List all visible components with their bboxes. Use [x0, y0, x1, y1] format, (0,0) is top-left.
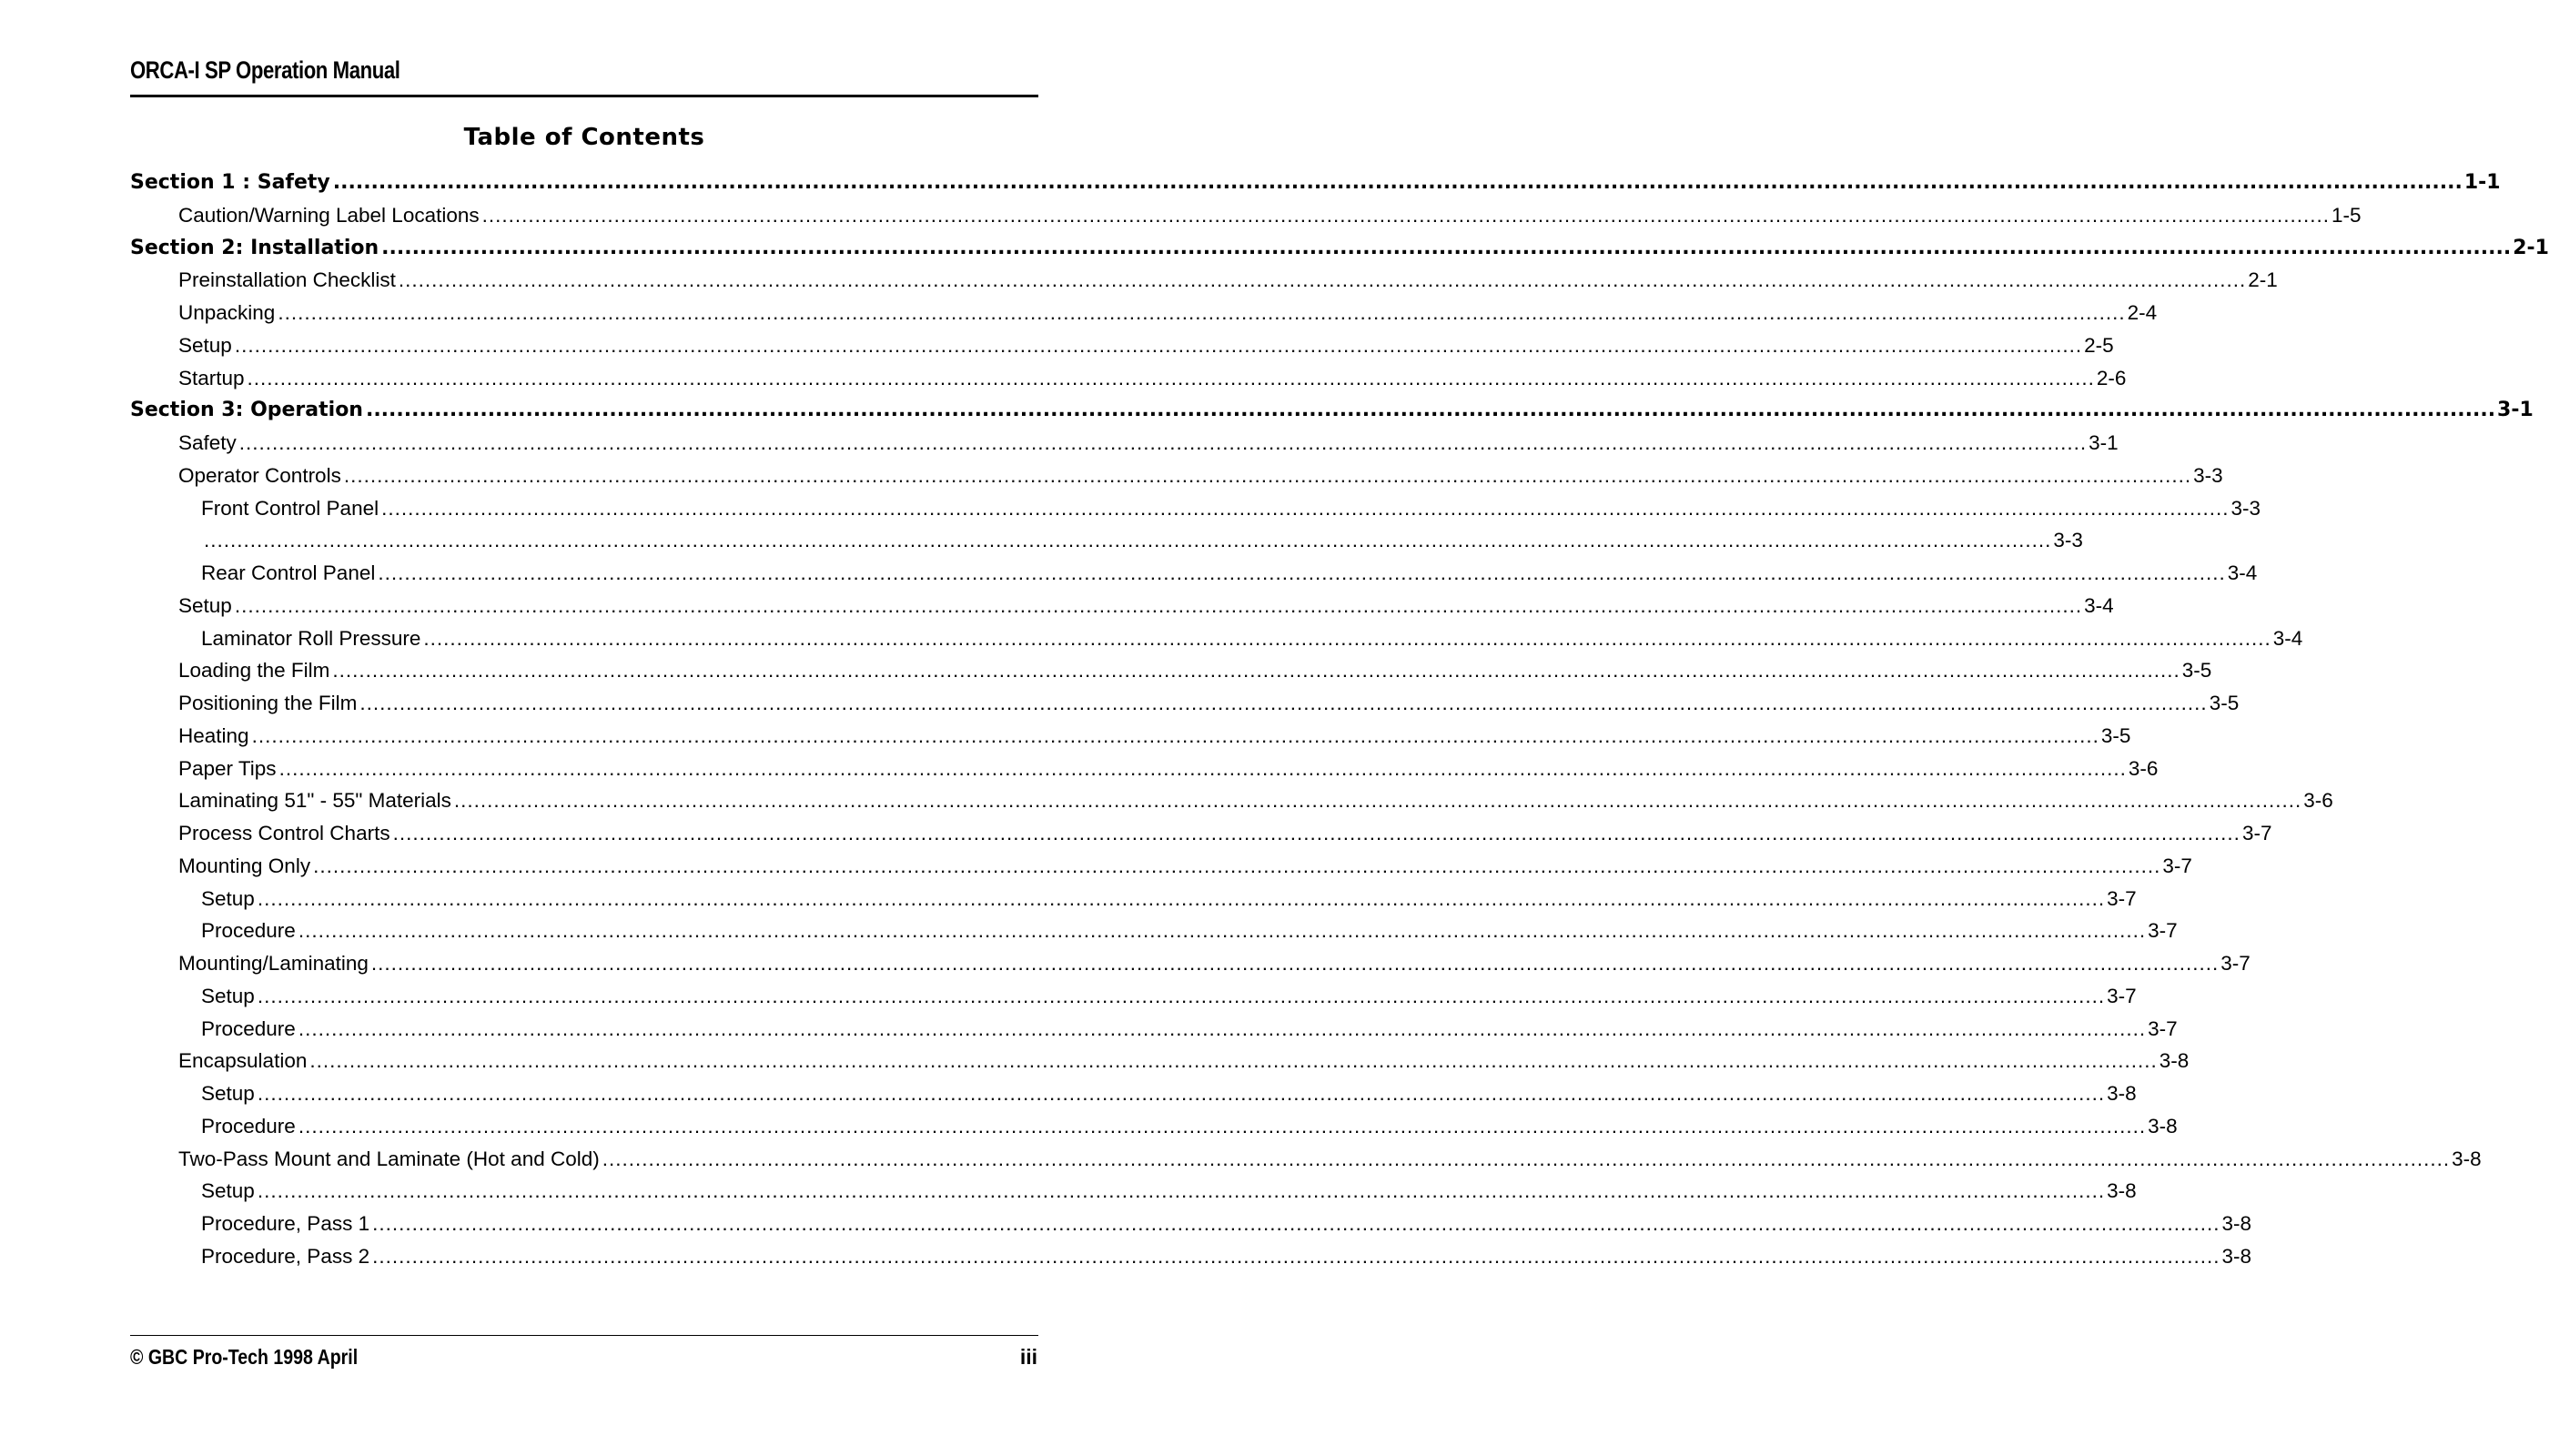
toc-page-number: 3-7: [2162, 854, 2192, 877]
toc-leader-dots: ........................................................................................................................................................................................................................................................................................: [257, 984, 2106, 1007]
toc-leader-dots: ........................................................................................................................................................................................................................................................................................: [481, 203, 2330, 227]
toc-entry: [201, 886, 2137, 916]
toc-leader-dots: ........................................................................................................................................................................................................................................................................................: [313, 854, 2161, 877]
toc-leader-dots: ........................................................................................................................................................................................................................................................................................: [398, 268, 2247, 292]
toc-leader-dots: ........................................................................................................................................................................................................................................................................................: [238, 431, 2088, 454]
toc-entry-title: Process Control Charts: [178, 822, 390, 844]
toc-section-entry: [130, 171, 2501, 200]
toc-leader-dots: ........................................................................................................................................................................................................................................................................................: [257, 886, 2106, 910]
toc-leader-dots: ........................................................................................................................................................................................................................................................................................: [453, 789, 2302, 813]
toc-leader-dots: ........................................................................................................................................................................................................................................................................................: [365, 399, 2496, 422]
toc-page-number: 3-8: [2107, 1082, 2137, 1105]
toc-entry: [201, 561, 2258, 591]
footer-rule: [130, 1335, 1038, 1336]
toc-page-number: 2-5: [2084, 333, 2114, 357]
toc-leader-dots: ........................................................................................................................................................................................................................................................................................: [343, 463, 2192, 487]
toc-entry-title: Front Control Panel: [201, 496, 379, 520]
toc-page-number: 3-5: [2181, 659, 2212, 682]
toc-section-entry: [130, 236, 2549, 266]
toc-entry: [178, 1049, 2190, 1078]
toc-entry: [178, 203, 2362, 233]
toc-entry: [201, 496, 2261, 526]
toc-entry: [201, 919, 2178, 948]
toc-entry: [201, 1114, 2178, 1144]
toc-entry: [201, 1244, 2251, 1274]
toc-page-number: 3-7: [2241, 822, 2272, 844]
toc-entry: [201, 1082, 2137, 1111]
toc-leader-dots: ........................................................................................................................................................................................................................................................................................: [234, 593, 2083, 617]
toc-entry-title: Preinstallation Checklist: [178, 268, 396, 292]
toc-entry-title: Startup: [178, 366, 245, 389]
toc-page-number: 2-1: [2513, 236, 2549, 259]
toc-entry: [178, 789, 2333, 818]
toc-entry-title: Unpacking: [178, 301, 276, 324]
toc-entry-title: Procedure: [201, 1114, 296, 1138]
toc-entry-title: Two-Pass Mount and Laminate (Hot and Cold): [178, 1147, 600, 1170]
toc-entry: [178, 268, 2278, 298]
toc-leader-dots: ........................................................................................................................................................................................................................................................................................: [378, 561, 2226, 584]
toc-entry-title: Positioning the Film: [178, 692, 358, 714]
toc-entry-title: Operator Controls: [178, 463, 341, 487]
toc-leader-dots: ........................................................................................................................................................................................................................................................................................: [298, 1114, 2147, 1138]
toc-entry: [178, 463, 2223, 493]
toc-leader-dots: ........................................................................................................................................................................................................................................................................................: [372, 1212, 2220, 1235]
toc-page-number: 3-8: [2452, 1147, 2482, 1170]
toc-entry: [178, 366, 2127, 396]
toc-entry-title: Setup: [201, 1179, 255, 1203]
toc-entry-title: Setup: [178, 593, 232, 617]
toc-entry: [178, 1147, 2482, 1177]
toc-entry-title: Mounting Only: [178, 854, 311, 877]
toc-leader-dots: ........................................................................................................................................................................................................................................................................................: [204, 529, 2052, 552]
toc-page-number: 3-7: [2107, 984, 2137, 1007]
toc-leader-dots: ........................................................................................................................................................................................................................................................................................: [278, 301, 2126, 324]
toc-leader-dots: ........................................................................................................................................................................................................................................................................................: [392, 822, 2240, 844]
toc-page-number: 3-7: [2220, 952, 2251, 975]
toc-page-number: 3-3: [2230, 496, 2261, 520]
toc-leader-dots: ........................................................................................................................................................................................................................................................................................: [251, 723, 2099, 747]
toc-entry: [201, 626, 2303, 656]
toc-entry-title: Setup: [201, 984, 255, 1007]
toc-entry-title: Setup: [201, 1082, 255, 1105]
toc-entry-title: Laminator Roll Pressure: [201, 626, 421, 650]
toc-leader-dots: ........................................................................................................................................................................................................................................................................................: [257, 1179, 2106, 1203]
toc-entry: [178, 333, 2114, 363]
toc-page-number: 3-5: [2100, 723, 2131, 747]
toc-entry-title: Section 2: Installation: [130, 236, 379, 259]
toc-entry-title: Procedure, Pass 1: [201, 1212, 370, 1235]
toc-entry-title: Setup: [178, 333, 232, 357]
toc-page-number: 3-7: [2148, 1016, 2178, 1040]
toc-entry: [178, 952, 2251, 981]
toc-page-number: 3-8: [2221, 1212, 2251, 1235]
toc-page-number: 3-3: [2193, 463, 2223, 487]
toc-leader-dots: ........................................................................................................................................................................................................................................................................................: [234, 333, 2083, 357]
toc-entry: [178, 756, 2159, 786]
toc-page-number: 3-1: [2089, 431, 2119, 454]
toc-page-number: 1-1: [2463, 171, 2501, 194]
toc-entry-title: Safety: [178, 431, 237, 454]
toc-entry-title: Procedure: [201, 919, 296, 943]
toc-page-number: 2-6: [2096, 366, 2127, 389]
toc-entry-title: Procedure, Pass 2: [201, 1244, 370, 1268]
toc-entry-title: Caution/Warning Label Locations: [178, 203, 480, 227]
toc-entry: [178, 659, 2212, 688]
toc-entry: [178, 431, 2119, 460]
toc-heading: Table of Contents: [463, 124, 705, 151]
toc-page-number: 3-3: [2053, 529, 2083, 552]
toc-page-number: 3-8: [2221, 1244, 2251, 1268]
toc-leader-dots: ........................................................................................................................................................................................................................................................................................: [298, 919, 2147, 943]
toc-entry-title: Heating: [178, 723, 249, 747]
toc-entry: [178, 593, 2114, 623]
toc-leader-dots: ........................................................................................................................................................................................................................................................................................: [247, 366, 2095, 389]
toc-page-number: 2-4: [2127, 301, 2158, 324]
toc-leader-dots: ........................................................................................................................................................................................................................................................................................: [370, 952, 2220, 975]
toc-leader-dots: ........................................................................................................................................................................................................................................................................................: [298, 1016, 2147, 1040]
toc-entry-title: Procedure: [201, 1016, 296, 1040]
toc-entry: [201, 1179, 2137, 1208]
footer-page-number: iii: [1019, 1345, 1037, 1369]
toc-page-number: 1-5: [2331, 203, 2362, 227]
toc-entry: [201, 1212, 2251, 1241]
toc-leader-dots: ........................................................................................................................................................................................................................................................................................: [257, 1082, 2106, 1105]
toc-page-number: 3-7: [2107, 886, 2137, 910]
toc-entry-title: Section 3: Operation: [130, 399, 363, 422]
toc-page-number: 3-4: [2272, 626, 2303, 650]
toc-leader-dots: ........................................................................................................................................................................................................................................................................................: [381, 236, 2512, 259]
toc-page-number: 3-1: [2497, 399, 2534, 422]
toc-page-number: 3-7: [2148, 919, 2178, 943]
toc-entry-title: Laminating 51" - 55" Materials: [178, 789, 451, 813]
toc-entry: [201, 529, 2083, 558]
toc-leader-dots: ........................................................................................................................................................................................................................................................................................: [332, 171, 2463, 194]
toc-leader-dots: ........................................................................................................................................................................................................................................................................................: [372, 1244, 2220, 1268]
toc-section-entry: [130, 399, 2534, 428]
document-header-title: ORCA-I SP Operation Manual: [130, 56, 400, 84]
toc-entry: [201, 984, 2137, 1014]
toc-entry-title: Rear Control Panel: [201, 561, 376, 584]
footer-copyright: © GBC Pro-Tech 1998 April: [130, 1345, 359, 1369]
toc-entry: [178, 723, 2131, 753]
toc-page-number: 3-6: [2303, 789, 2333, 813]
toc-page-number: 3-8: [2159, 1049, 2190, 1073]
toc-leader-dots: ........................................................................................................................................................................................................................................................................................: [332, 659, 2180, 682]
toc-page-number: 3-8: [2148, 1114, 2178, 1138]
toc-entry-title: Encapsulation: [178, 1049, 308, 1073]
toc-entry: [201, 1016, 2178, 1046]
toc-page-number: 3-4: [2084, 593, 2114, 617]
toc-leader-dots: ........................................................................................................................................................................................................................................................................................: [381, 496, 2230, 520]
toc-entry-title: Paper Tips: [178, 756, 277, 780]
toc-leader-dots: ........................................................................................................................................................................................................................................................................................: [278, 756, 2127, 780]
toc-leader-dots: ........................................................................................................................................................................................................................................................................................: [423, 626, 2271, 650]
toc-entry: [178, 692, 2240, 721]
toc-leader-dots: ........................................................................................................................................................................................................................................................................................: [359, 692, 2208, 714]
toc-entry-title: Section 1 : Safety: [130, 171, 330, 194]
toc-leader-dots: ........................................................................................................................................................................................................................................................................................: [602, 1147, 2451, 1170]
toc-entry: [178, 822, 2272, 851]
toc-entry-title: Mounting/Laminating: [178, 952, 369, 975]
toc-entry: [178, 854, 2192, 884]
toc-page-number: 2-1: [2248, 268, 2278, 292]
toc-entry-title: Setup: [201, 886, 255, 910]
toc-page-number: 3-6: [2128, 756, 2159, 780]
toc-page-number: 3-5: [2209, 692, 2240, 714]
toc-leader-dots: ........................................................................................................................................................................................................................................................................................: [309, 1049, 2158, 1073]
toc-page-number: 3-4: [2227, 561, 2258, 584]
toc-entry: [178, 301, 2158, 330]
toc-page-number: 3-8: [2107, 1179, 2137, 1203]
toc-entry-title: Loading the Film: [178, 659, 330, 682]
